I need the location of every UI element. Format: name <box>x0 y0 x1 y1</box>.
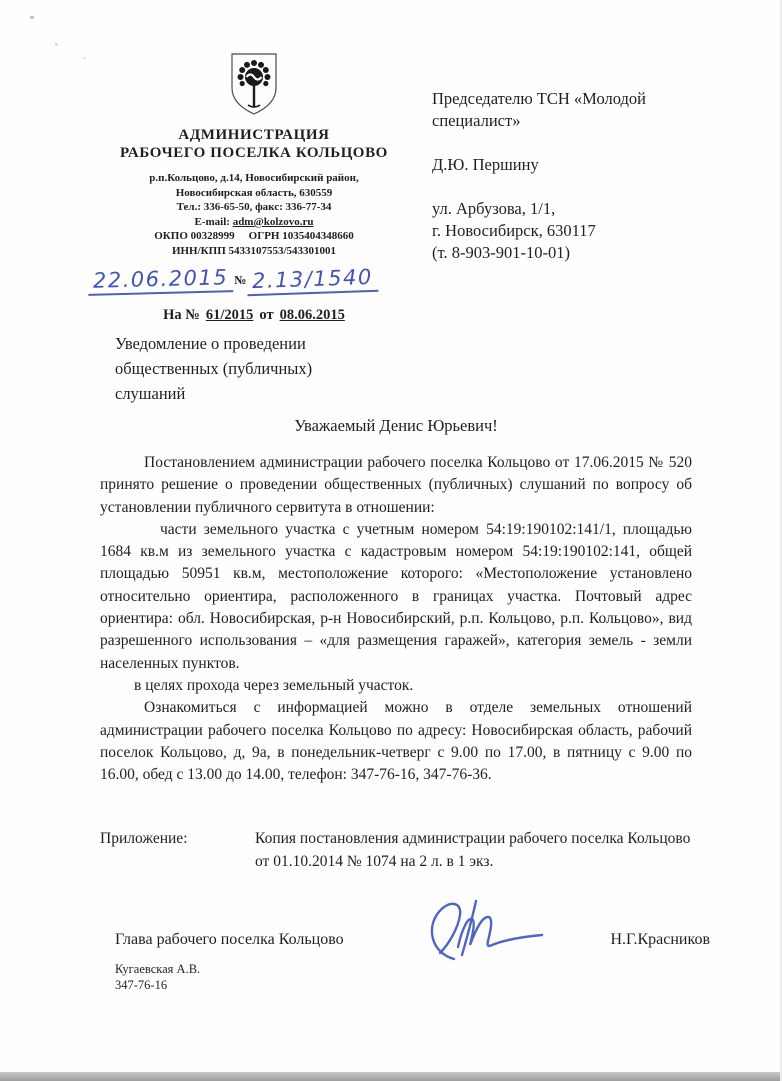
scan-speck <box>30 16 34 19</box>
letterhead <box>86 52 422 324</box>
subject-line1: Уведомление о проведении <box>115 334 306 353</box>
org-inn-kpp: ИНН/КПП 5433107553/543301001 <box>171 244 337 257</box>
salutation: Уважаемый Денис Юрьевич! <box>294 416 498 435</box>
reference-prefix: На № <box>163 306 200 323</box>
okpo-value: ОКПО 00328999 <box>154 230 235 243</box>
signer-position: Глава рабочего поселка Кольцово <box>115 931 344 948</box>
subject-line2: общественных (публичных) <box>115 359 313 378</box>
scan-speck <box>55 43 58 46</box>
spacer <box>432 176 732 198</box>
org-phone-fax: Тел.: 336-65-50, факс: 336-77-34 <box>176 201 332 214</box>
incoming-date: 08.06.2015 <box>279 306 345 323</box>
registration-line <box>86 264 422 294</box>
signature-autograph-icon <box>418 889 558 974</box>
body-paragraph-2: части земельного участка с учетным номером 54:19:190102:141/1, площадью 1684 кв.м из земельного участка с кадастровым номером 54:19:190102:141, общей площадью 50951 кв.м, местоположение которого: «Местоположение установлено относительно ориентира, расположенного в границах участка. Почтовый адрес ориентира: обл. Новосибирская, р-н Новосибирский, р.п. Кольцово, р.п. Кольцово», вид разрешенного использования – «для размещения гаражей», категория земель - земли населенных пунктов. <box>100 520 692 672</box>
spacer <box>432 132 732 154</box>
attachment-text: Копия постановления администрации рабочего поселка Кольцово от 01.10.2014 № 1074 на 2 л. в 1 экз. <box>255 830 691 870</box>
executor-block <box>115 961 200 993</box>
recipient-address-line2: г. Новосибирск, 630117 <box>432 221 596 240</box>
org-address-line1: р.п.Кольцово, д.14, Новосибирский район, <box>149 172 359 184</box>
coat-of-arms-icon <box>224 52 284 116</box>
reference-ot: от <box>259 306 274 323</box>
org-name-line1: АДМИНИСТРАЦИЯ <box>178 127 330 143</box>
email-label: E-mail: <box>194 215 233 228</box>
executor-phone: 347-76-16 <box>115 978 168 992</box>
executor-name: Кугаевская А.В. <box>115 962 201 976</box>
org-contact-block <box>86 171 422 259</box>
org-name-line2: РАБОЧЕГО ПОСЕЛКА КОЛЬЦОВО <box>120 145 388 161</box>
email-address: adm@kolzovo.ru <box>232 215 314 228</box>
org-okpo-ogrn <box>86 229 422 244</box>
subject-block <box>115 331 405 406</box>
recipient-title-line2: специалист» <box>432 111 521 130</box>
letter-body <box>100 452 692 786</box>
number-sign: № <box>234 272 247 287</box>
attachment-block <box>100 828 692 873</box>
scan-edge-band <box>0 1072 780 1081</box>
signer-name: Н.Г.Красников <box>610 931 710 948</box>
org-address-line2: Новосибирская область, 630559 <box>175 186 333 199</box>
ogrn-value: ОГРН 1035404348660 <box>248 230 354 243</box>
recipient-address-line1: ул. Арбузова, 1/1, <box>432 199 556 218</box>
body-paragraph-3: в целях прохода через земельный участок. <box>134 676 414 694</box>
recipient-block <box>432 88 732 264</box>
incoming-number: 61/2015 <box>205 306 254 323</box>
handwritten-date: 22.06.2015 <box>88 265 234 296</box>
reference-line <box>86 307 422 324</box>
handwritten-number: 2.13/1540 <box>247 264 379 296</box>
subject-line3: слушаний <box>115 384 186 403</box>
recipient-title-line1: Председателю ТСН «Молодой <box>432 89 646 108</box>
body-paragraph-1: Постановлением администрации рабочего поселка Кольцово от 17.06.2015 № 520 принято решение о проведении общественных (публичных) слушаний по вопросу об установлении публичного сервитута в отношении: <box>100 454 692 516</box>
recipient-phone: (т. 8-903-901-10-01) <box>432 243 570 262</box>
body-paragraph-4: Ознакомиться с информацией можно в отделе земельных отношений администрации рабочего поселка Кольцово по адресу: Новосибирская область, рабочий поселок Кольцово, д, 9а, в понедельник-четверг с 9.00 по 17.00, в пятницу с 9.00 по 16.00, обед с 13.00 до 14.00, телефон: 347-76-16, 347-76-36. <box>100 699 692 784</box>
recipient-name: Д.Ю. Першину <box>432 155 539 174</box>
attachment-label: Приложение: <box>100 830 188 847</box>
signature-row <box>100 925 710 965</box>
org-email-line <box>86 215 422 230</box>
